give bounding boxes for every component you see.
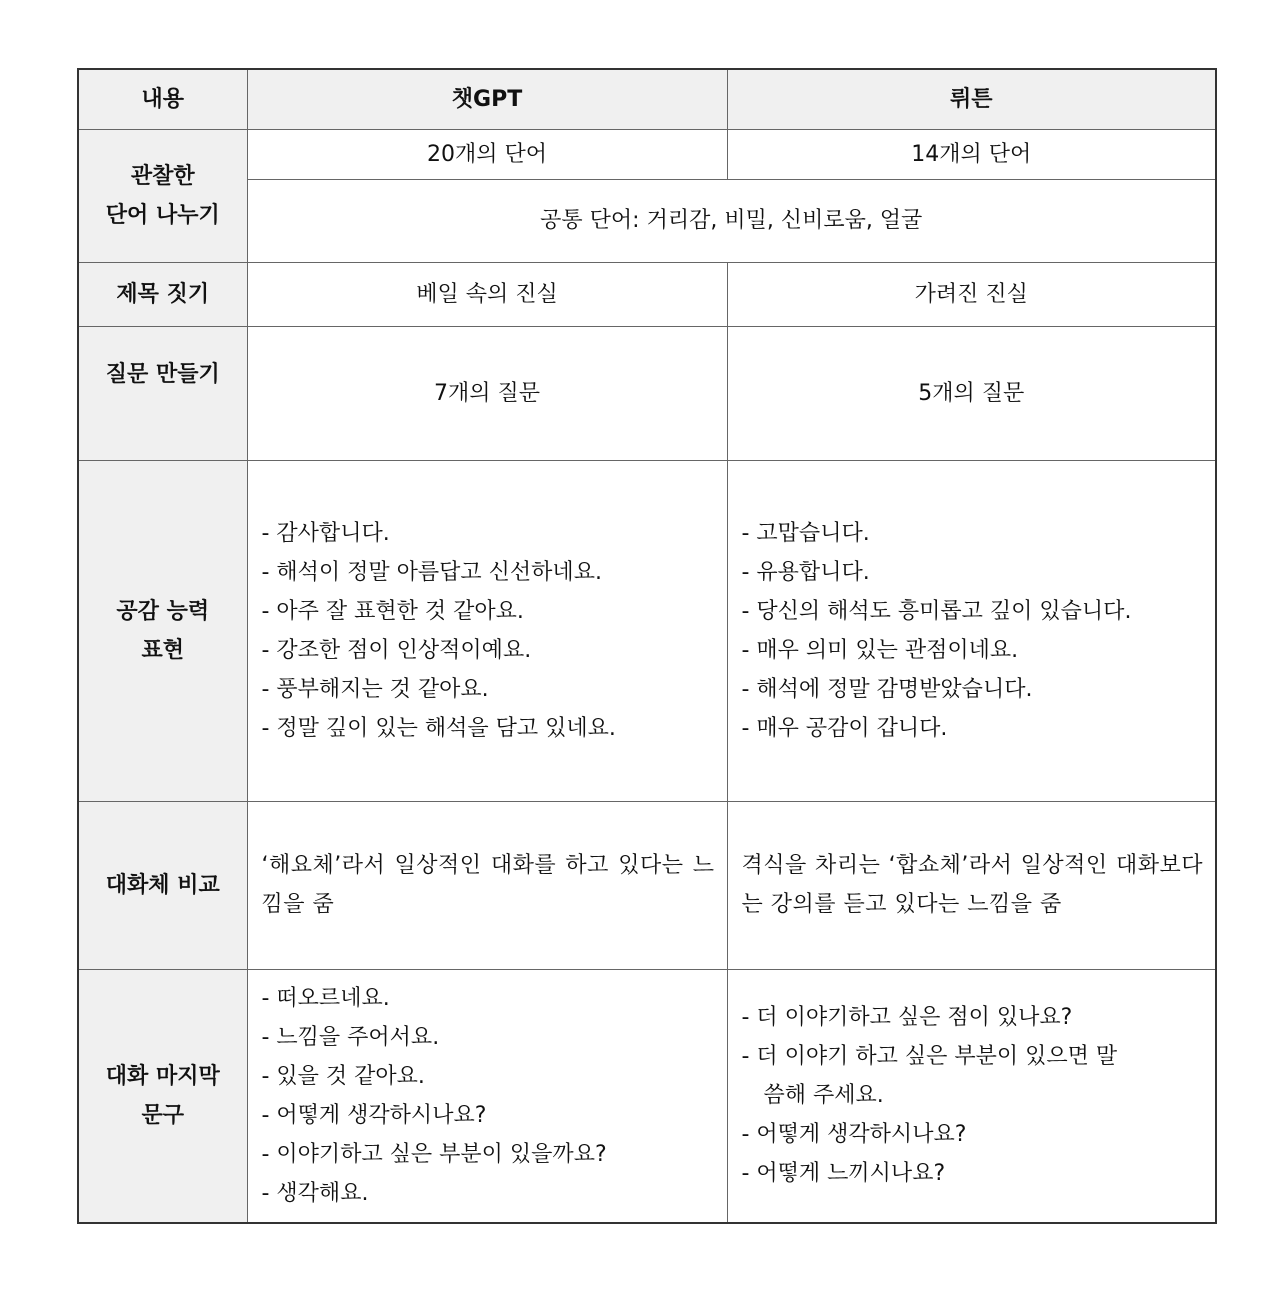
label-line: 표현 (141, 637, 184, 663)
list-item: - 어떻게 생각하시나요? (261, 1102, 487, 1128)
label-line: 대화 마지막 (105, 1063, 220, 1089)
row-closing (78, 969, 1216, 1223)
list-item: - 어떻게 느끼시나요? (741, 1161, 946, 1187)
list-item: - 매우 의미 있는 관점이네요. (741, 637, 1019, 663)
list-item: - 고맙습니다. (741, 520, 870, 546)
list-item: - 해석에 정말 감명받았습니다. (741, 676, 1033, 702)
wrtn-questions: 5개의 질문 (727, 326, 1216, 460)
list-item: - 풍부해지는 것 같아요. (261, 676, 489, 702)
chatgpt-title: 베일 속의 진실 (247, 262, 727, 326)
label-line: 공감 능력 (116, 598, 210, 624)
row-common-words (78, 179, 1216, 262)
list-item: - 더 이야기하고 싶은 점이 있나요? (741, 1005, 1073, 1031)
comparison-table (77, 68, 1217, 1224)
row-title (78, 262, 1216, 326)
row-label-closing (78, 969, 247, 1223)
header-chatgpt: 챗GPT (247, 69, 727, 129)
row-label-questions: 질문 만들기 (78, 326, 247, 460)
list-item: - 생각해요. (261, 1180, 369, 1206)
list-item-continuation: 씀해 주세요. (763, 1083, 884, 1109)
row-empathy (78, 460, 1216, 801)
row-label-word-share (78, 129, 247, 262)
chatgpt-empathy-list (247, 460, 727, 801)
row-word-share (78, 129, 1216, 179)
wrtn-speech-style: 격식을 차리는 ‘합쇼체’라서 일상적인 대화보다는 강의를 듣고 있다는 느낌을 줌 (727, 801, 1216, 969)
row-speech-style (78, 801, 1216, 969)
list-item: - 감사합니다. (261, 520, 390, 546)
header-wrtn: 뤼튼 (727, 69, 1216, 129)
common-words: 공통 단어: 거리감, 비밀, 신비로움, 얼굴 (247, 179, 1216, 262)
row-label-empathy (78, 460, 247, 801)
list-item: - 아주 잘 표현한 것 같아요. (261, 598, 524, 624)
wrtn-closing-list (727, 969, 1216, 1223)
chatgpt-speech-style: ‘해요체’라서 일상적인 대화를 하고 있다는 느낌을 줌 (247, 801, 727, 969)
chatgpt-questions: 7개의 질문 (247, 326, 727, 460)
list-item: - 느낌을 주어서요. (261, 1024, 440, 1050)
list-item: - 강조한 점이 인상적이예요. (261, 637, 532, 663)
chatgpt-closing-list (247, 969, 727, 1223)
label-line: 단어 나누기 (105, 202, 220, 228)
list-item: - 정말 깊이 있는 해석을 담고 있네요. (261, 715, 616, 741)
wrtn-title: 가려진 진실 (727, 262, 1216, 326)
list-item: - 있을 것 같아요. (261, 1063, 425, 1089)
list-item: - 떠오르네요. (261, 985, 390, 1011)
wrtn-empathy-list (727, 460, 1216, 801)
row-label-title: 제목 짓기 (78, 262, 247, 326)
list-item: - 어떻게 생각하시나요? (741, 1122, 967, 1148)
list-item: - 더 이야기 하고 싶은 부분이 있으면 말 (741, 1044, 1118, 1070)
label-line: 문구 (141, 1102, 184, 1128)
header-content: 내용 (78, 69, 247, 129)
list-item: - 당신의 해석도 흥미롭고 깊이 있습니다. (741, 598, 1132, 624)
row-questions (78, 326, 1216, 460)
header-row (78, 69, 1216, 129)
chatgpt-word-count: 20개의 단어 (247, 129, 727, 179)
list-item: - 매우 공감이 갑니다. (741, 715, 948, 741)
list-item: - 유용합니다. (741, 559, 870, 585)
row-label-speech-style: 대화체 비교 (78, 801, 247, 969)
wrtn-word-count: 14개의 단어 (727, 129, 1216, 179)
list-item: - 이야기하고 싶은 부분이 있을까요? (261, 1141, 607, 1167)
list-item: - 해석이 정말 아름답고 신선하네요. (261, 559, 602, 585)
label-line: 관찰한 (130, 163, 195, 189)
